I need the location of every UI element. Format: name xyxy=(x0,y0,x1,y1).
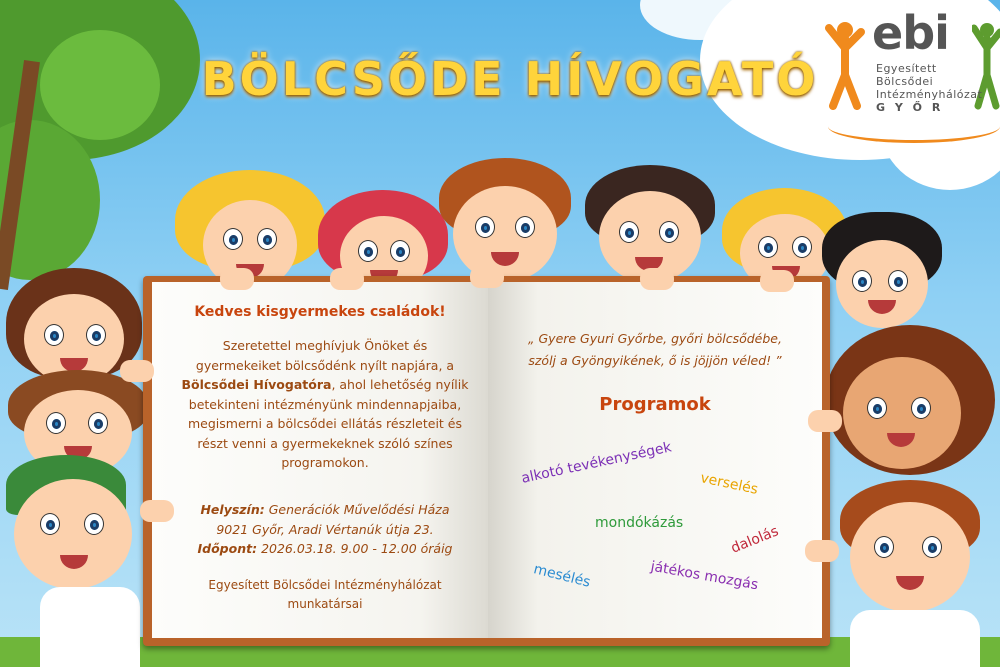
logo-brand: ebi xyxy=(872,6,949,60)
child-illustration xyxy=(583,165,718,285)
hand xyxy=(220,268,254,290)
time-value: 2026.03.18. 9.00 - 12.00 óráig xyxy=(261,541,453,556)
venue-label: Helyszín: xyxy=(200,502,265,517)
venue-address: 9021 Győr, Aradi Vértanúk útja 23. xyxy=(216,521,434,537)
programs-heading: Programok xyxy=(599,394,711,415)
child-illustration xyxy=(435,158,575,283)
page-title: BÖLCSŐDE HÍVOGATÓ xyxy=(201,52,819,106)
hand xyxy=(805,540,839,562)
hand xyxy=(140,500,174,522)
logo-line: Egyesített xyxy=(876,62,937,75)
child-illustration xyxy=(822,212,942,332)
greeting-heading: Kedves kisgyermekes családok! xyxy=(194,304,446,320)
program-item: mondókázás xyxy=(595,515,684,531)
hand xyxy=(640,268,674,290)
child-illustration xyxy=(0,455,160,667)
program-item: dalolás xyxy=(728,523,781,557)
logo-arc xyxy=(828,110,1000,143)
child-illustration xyxy=(825,325,995,485)
signature: Egyesített Bölcsődei Intézményhálózat munkatársai xyxy=(208,578,442,611)
event-name: Bölcsődei Hívogatóra xyxy=(181,377,332,392)
rhyme-quote: „ Gyere Gyuri Győrbe, győri bölcsődébe, szólj a Gyöngyikének, ő is jöjjön véled! ” xyxy=(528,331,782,368)
program-item: verselés xyxy=(698,470,760,498)
hand xyxy=(808,410,842,432)
child-illustration xyxy=(830,480,1000,667)
time-label: Időpont: xyxy=(197,541,258,556)
invitation-text: Szeretettel meghívjuk Önöket és gyermekeiket bölcsődénk nyílt napjára, a Bölcsődei Hívogatóra, ahol lehetőség nyílik betekinteni intézményünk mindennapjaiba, megismerni a bölcsődei ellátás részleteit és részt venni a gyermekeknek szóló színes programokon. xyxy=(181,338,469,470)
tree-foliage xyxy=(40,30,160,140)
logo-line: Bölcsődei xyxy=(876,75,934,88)
program-item: játékos mozgás xyxy=(649,558,760,594)
child-figure-icon xyxy=(825,20,865,110)
hand xyxy=(470,266,504,288)
logo-line: G Y Ő R xyxy=(876,101,944,114)
hand xyxy=(120,360,154,382)
program-item: mesélés xyxy=(531,561,593,591)
event-details xyxy=(180,500,470,559)
program-item: alkotó tevékenységek xyxy=(520,439,674,487)
venue-value: Generációk Művelődési Háza xyxy=(268,502,450,517)
hand xyxy=(330,268,364,290)
hand xyxy=(760,270,794,292)
logo-line: Intézményhálózat xyxy=(876,88,983,101)
